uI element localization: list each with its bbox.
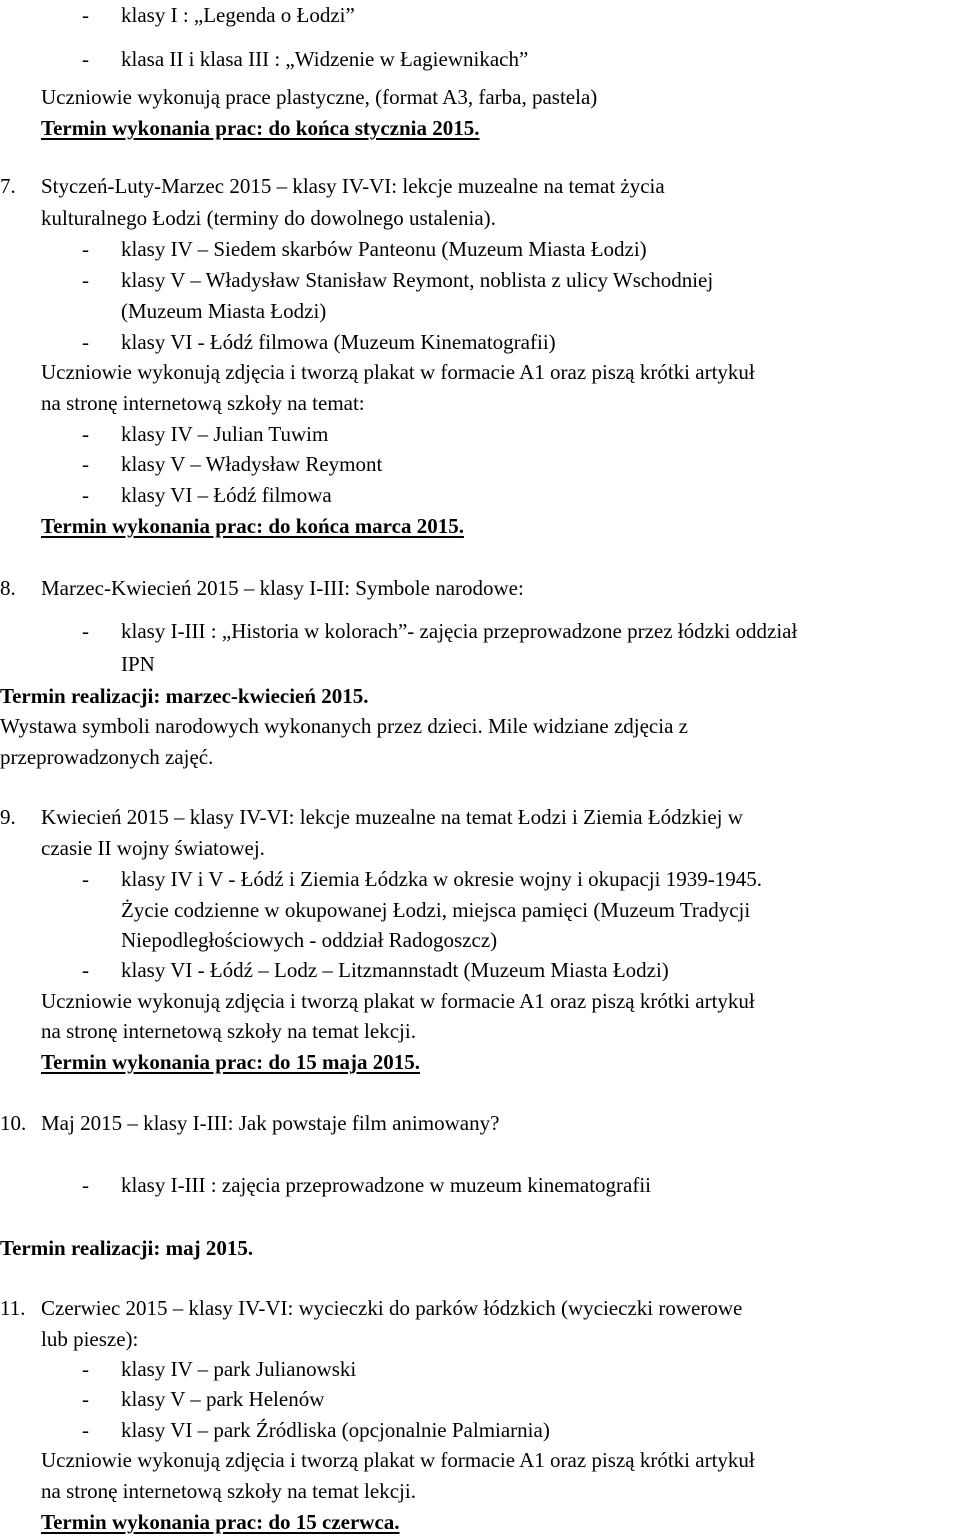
deadline-text: Termin wykonania prac: do 15 maja 2015.	[41, 1050, 420, 1074]
paragraph: na stronę internetową szkoły na temat lekcji.	[41, 1019, 416, 1043]
paragraph: Życie codzienne w okupowanej Łodzi, miejsca pamięci (Muzeum Tradycji	[121, 898, 751, 922]
deadline-text: Termin realizacji: maj 2015.	[0, 1236, 254, 1260]
paragraph: na stronę internetową szkoły na temat lekcji.	[41, 1479, 416, 1503]
deadline-text: Termin wykonania prac: do końca stycznia 2015.	[41, 116, 480, 140]
paragraph: Uczniowie wykonują zdjęcia i tworzą plakat w formacie A1 oraz piszą krótki artykuł	[41, 989, 755, 1013]
paragraph: (Muzeum Miasta Łodzi)	[121, 299, 327, 323]
paragraph: przeprowadzonych zajęć.	[0, 745, 214, 769]
deadline-text: Termin wykonania prac: do 15 czerwca.	[41, 1510, 400, 1534]
paragraph: Niepodległościowych - oddział Radogoszcz)	[121, 928, 498, 952]
paragraph: na stronę internetową szkoły na temat:	[41, 391, 365, 415]
deadline-text: Termin realizacji: marzec-kwiecień 2015.	[0, 684, 369, 708]
paragraph: lub piesze):	[41, 1327, 139, 1351]
paragraph: Wystawa symboli narodowych wykonanych przez dzieci. Mile widziane zdjęcia z	[0, 714, 688, 738]
paragraph: czasie II wojny światowej.	[41, 836, 265, 860]
paragraph: kulturalnego Łodzi (terminy do dowolnego ustalenia).	[41, 206, 496, 230]
paragraph: Uczniowie wykonują zdjęcia i tworzą plakat w formacie A1 oraz piszą krótki artykuł	[41, 360, 755, 384]
paragraph: Uczniowie wykonują prace plastyczne, (format A3, farba, pastela)	[41, 85, 598, 109]
paragraph: Uczniowie wykonują zdjęcia i tworzą plakat w formacie A1 oraz piszą krótki artykuł	[41, 1448, 755, 1472]
paragraph: IPN	[121, 652, 155, 676]
deadline-text: Termin wykonania prac: do końca marca 2015.	[41, 514, 464, 538]
